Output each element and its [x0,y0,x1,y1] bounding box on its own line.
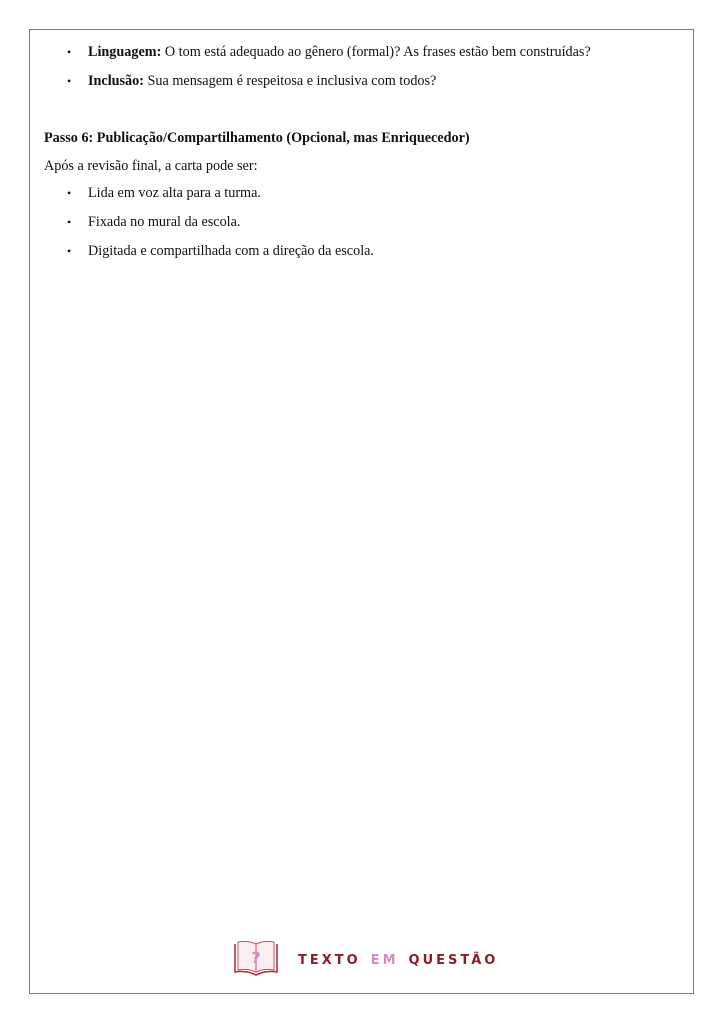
item-text: Digitada e compartilhada com a direção da escola. [88,243,374,259]
item-text: Sua mensagem é respeitosa e inclusiva com todos? [143,73,437,89]
bullet-icon: • [67,45,72,59]
brand-word-em: EM [370,952,399,968]
bullet-icon: • [67,244,72,258]
item-label: Inclusão: [88,73,144,89]
item-text: O tom está adequado ao gênero (formal)? As frases estão bem construídas? [161,44,591,60]
list-item [44,71,680,91]
item-text: Fixada no mural da escola. [88,214,241,230]
item-text: Lida em voz alta para a turma. [88,185,261,201]
open-book-question-icon [232,940,280,980]
list-item [44,42,680,62]
list-item [44,241,680,261]
list-item [44,212,680,232]
list-item [44,183,680,203]
section-intro: Após a revisão final, a carta pode ser: [44,158,258,174]
bullet-icon: • [67,186,72,200]
brand-name [298,953,498,968]
bullet-icon: • [67,215,72,229]
publication-list [44,183,680,270]
brand-word-questao: QUESTÃO [408,952,499,968]
item-label: Linguagem: [88,44,162,60]
question-mark-glyph: ? [251,948,261,967]
footer-logo [232,940,498,980]
section-heading: Passo 6: Publicação/Compartilhamento (Opcional, mas Enriquecedor) [44,130,470,146]
bullet-icon: • [67,74,72,88]
brand-word-texto: TEXTO [298,952,361,968]
criteria-list [44,42,680,100]
